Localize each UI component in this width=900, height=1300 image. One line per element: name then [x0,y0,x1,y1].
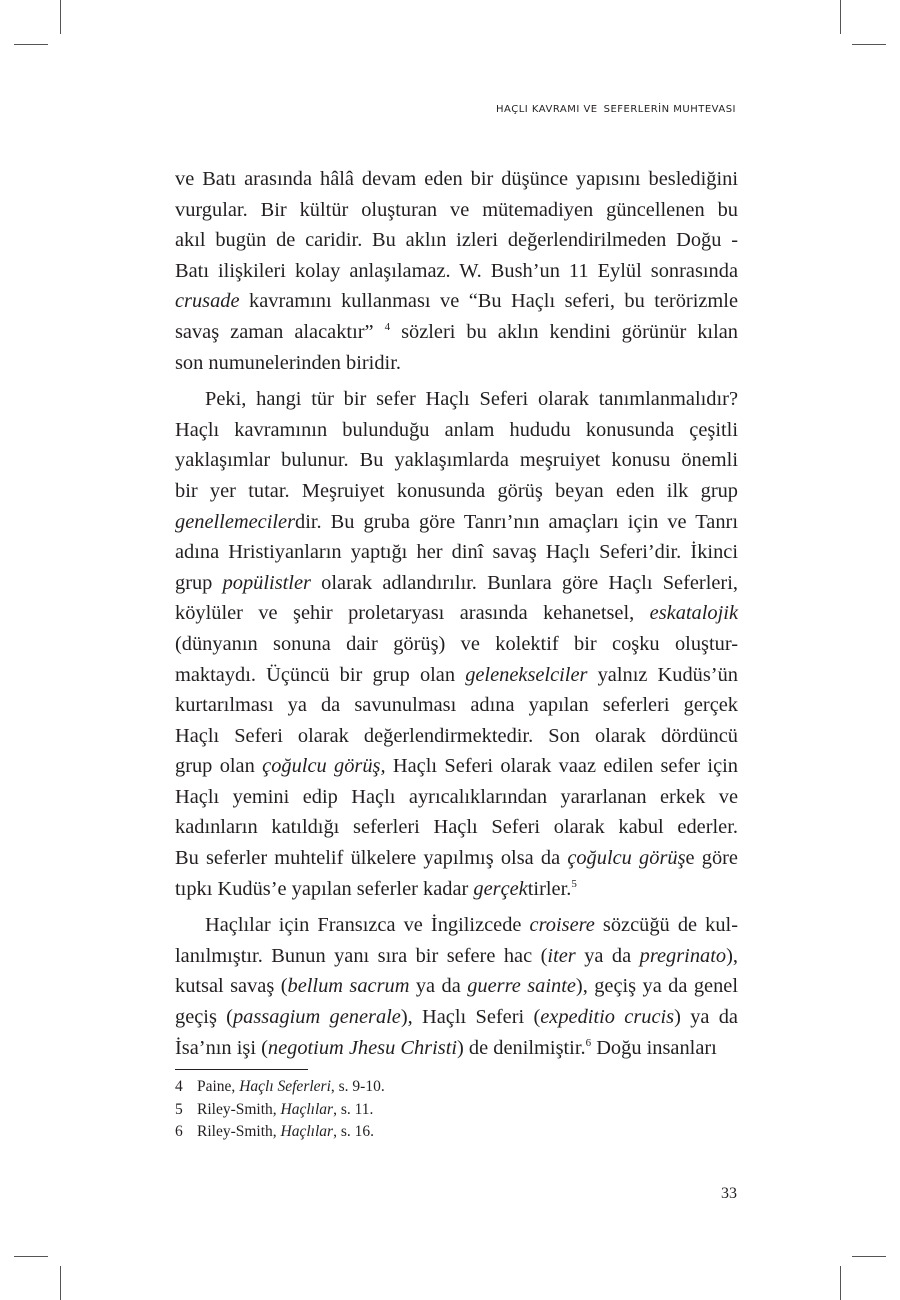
text-run: yaklaşımlar bulunur. Bu yaklaşımlarda meşruiyet konusu önemli [175,449,738,472]
text-run: İsa’nın işi ( [175,1036,268,1059]
text-run: ), Haçlı Seferi ( [400,1006,541,1029]
text-run: bir yer tutar. Meşruiyet konusunda görüş beyan eden ilk grup [175,479,738,502]
text-run: dir. Bu gruba göre Tanrı’nın amaçları için ve Tanrı [295,510,738,533]
italic-text: Haçlı Seferleri [239,1078,331,1095]
text-run: Doğu insanları [591,1036,717,1059]
text-line [175,941,738,972]
text-run: ), geçiş ya da genel [575,975,739,998]
italic-text: croisere [529,914,595,937]
text-run: Riley-Smith, [197,1123,281,1140]
text-run: Haçlı kavramının bulunduğu anlam hududu konusunda çeşitli [175,418,738,441]
text-line [175,874,738,905]
text-line [175,415,738,446]
italic-text: bellum sacrum [287,975,410,998]
text-line [175,476,738,507]
body-text [175,164,738,1063]
text-line [175,721,738,752]
italic-text: iter [547,944,576,967]
crop-mark [60,0,61,34]
text-run: maktaydı. Üçüncü bir grup olan [175,663,466,686]
footnote-ref: 5 [571,877,577,890]
text-run: vurgular. Bir kültür oluşturan ve mütemadiyen güncellenen bu [175,198,738,221]
italic-text: negotium Jhesu Christi [267,1036,458,1059]
text-run: Haçlı Seferi olarak değerlendirmektedir. Son olarak dördüncü [175,724,738,747]
text-run: tıpkı Kudüs’e yapılan seferler kadar [175,877,474,900]
text-run: Bu seferler muhtelif ülkelere yapılmış olsa da [175,847,568,870]
text-line [175,1033,738,1064]
italic-text: passagium generale [232,1006,401,1029]
text-run: ) ya da [674,1006,738,1029]
text-run: Riley-Smith, [197,1100,281,1118]
text-line [175,568,738,599]
text-run: grup olan [175,755,263,778]
text-run: tirler. [527,877,572,900]
crop-mark [840,1266,841,1300]
crop-mark [852,44,886,45]
text-run: Haçlı yemini edip Haçlı ayrıcalıklarından yararlanan erkek ve [175,785,738,808]
text-run: Haçlı Seferi olarak vaaz edilen sefer için [385,755,738,778]
text-run: ve Batı arasında hâlâ devam eden bir düşünce yapısını beslediğini [175,168,738,190]
crop-mark [840,0,841,34]
text-run: (dünyanın sonuna dair görüş) ve kolektif bir coşku oluştur- [175,632,738,655]
footnote [175,1121,738,1144]
text-line [175,384,738,415]
text-run: kavramını kullanması ve “Bu Haçlı seferi, bu terörizmle [239,290,738,313]
text-run: kadınların katıldığı seferleri Haçlı Seferi olarak kabul ederler. [175,816,738,839]
italic-text: Haçlılar [280,1123,334,1140]
text-line [175,971,738,1002]
italic-text: eskatalojik [649,602,738,625]
crop-mark [60,1266,61,1300]
italic-text: guerre sainte [467,975,576,998]
paragraph [175,910,738,1063]
text-run: olarak adlandırılır. Bunlara göre Haçlı Seferleri, [310,571,738,594]
footnote [175,1076,738,1099]
text-line [175,286,738,317]
italic-text: pregrinato [639,944,727,967]
text-line [175,164,738,195]
text-run: savaş zaman alacaktır” [175,320,385,343]
text-line [175,1002,738,1033]
text-line [175,317,738,348]
crop-mark [14,1256,48,1257]
text-run: ya da [575,944,640,967]
text-run: yalnız Kudüs’ün [587,663,738,686]
text-run: ) de denilmiştir. [457,1036,586,1059]
text-run: kutsal savaş ( [175,975,288,998]
text-run: , s. 16. [333,1123,374,1140]
footnote-number: 4 [175,1078,183,1095]
text-line [175,195,738,226]
text-line [175,751,738,782]
running-head-left: HAÇLI KAVRAMI VE [496,104,598,115]
italic-text: çoğulcu görüş [567,847,686,870]
footnotes [175,1076,738,1144]
text-run: son numunelerinden biridir. [175,351,401,374]
text-run: e göre [685,847,738,870]
text-run: sözcüğü de kul- [594,914,738,937]
text-line [175,507,738,538]
text-line [175,660,738,691]
text-run: Haçlılar için Fransızca ve İngilizcede [205,914,530,937]
text-line [175,812,738,843]
text-run: , s. 9-10. [330,1078,385,1095]
text-run: sözleri bu aklın kendini görünür kılan [390,320,739,343]
text-line [175,629,738,660]
footnote-ref: 6 [585,1036,592,1049]
text-run: köylüler ve şehir proletaryası arasında kehanetsel, [175,602,650,625]
text-run: ), [726,944,738,967]
text-run: , s. 11. [333,1100,374,1118]
italic-text: Haçlılar [280,1100,334,1118]
text-line [175,690,738,721]
text-run: geçiş ( [175,1006,233,1029]
footnote-ref: 4 [384,320,391,333]
text-run: Paine, [197,1078,240,1095]
text-run: lanılmıştır. Bunun yanı sıra bir sefere hac ( [175,944,548,967]
footnote [175,1099,738,1122]
footnote-divider [175,1069,308,1070]
footnote-number: 5 [175,1100,183,1118]
text-line [175,256,738,287]
text-run: Batı ilişkileri kolay anlaşılamaz. W. Bush’un 11 Eylül sonrasında [175,259,738,282]
italic-text: expeditio crucis [540,1006,675,1029]
paragraph [175,384,738,904]
text-run: Peki, hangi tür bir sefer Haçlı Seferi olarak tanımlanmalıdır? [205,388,738,411]
page-number: 33 [721,1185,737,1202]
text-run: akıl bugün de caridir. Bu aklın izleri değerlendirilmeden Doğu - [175,229,738,252]
crop-mark [14,44,48,45]
paragraph [175,164,738,378]
italic-text: popülistler [222,571,311,594]
text-run: grup [175,571,223,594]
crop-mark [852,1256,886,1257]
text-line [175,445,738,476]
text-run: adına Hristiyanların yaptığı her dinî savaş Haçlı Seferi’dir. İkinci [175,541,738,564]
italic-text: gerçek [473,877,528,900]
footnote-number: 6 [175,1123,183,1140]
italic-text: gelenekselciler [465,663,588,686]
text-run: ya da [409,975,468,998]
italic-text: genellemeciler [175,510,296,533]
running-head [496,104,736,115]
text-line [175,843,738,874]
italic-text: crusade [175,290,240,313]
italic-text: çoğulcu görüş, [262,755,386,778]
text-line [175,537,738,568]
text-line [175,910,738,941]
text-line [175,782,738,813]
running-head-right: SEFERLERİN MUHTEVASI [603,104,736,115]
text-line [175,598,738,629]
text-line [175,225,738,256]
text-line [175,348,738,379]
text-run: kurtarılması ya da savunulması adına yapılan seferleri gerçek [175,694,738,717]
